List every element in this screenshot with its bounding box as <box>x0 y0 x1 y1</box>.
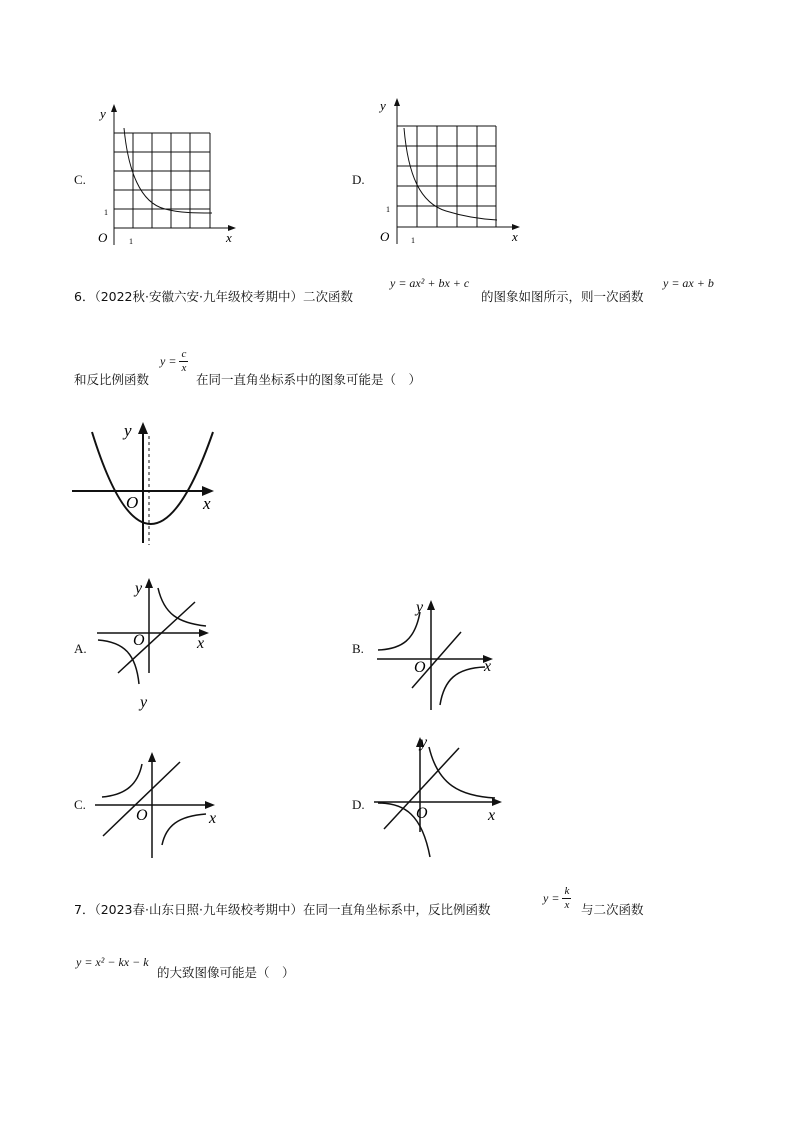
stray-y-label: y <box>140 694 148 711</box>
q6-eq-inverse-num: c <box>181 348 187 360</box>
axis-y-label: y <box>420 734 428 751</box>
origin-label: O <box>133 632 145 649</box>
q6-option-b-label: B. <box>352 641 364 656</box>
q7-eq-inverse-fraction <box>562 886 571 911</box>
axis-y-label: y <box>124 421 132 440</box>
axis-y-label: y <box>416 599 424 616</box>
origin-label: O <box>416 805 428 822</box>
q7-line2-suffix: 的大致图像可能是（ ） <box>157 965 295 980</box>
axis-y-label: y <box>380 98 386 113</box>
q7-eq-inverse-den: x <box>564 899 570 911</box>
q6-option-d-label: D. <box>352 797 365 812</box>
option-c-label: C. <box>74 172 86 187</box>
axis-x-label: x <box>484 658 492 675</box>
q6-line2-prefix: 和反比例函数 <box>74 372 150 387</box>
origin-label: O <box>126 493 139 512</box>
hyperbola-upper-right <box>429 747 495 798</box>
axis-y-label: y <box>100 106 106 121</box>
q7-eq-quadratic: y = x² − kx − k <box>76 955 149 969</box>
axis-y-label: y <box>135 580 143 597</box>
q6-number: 6． <box>74 289 95 304</box>
q6-eq-linear: y = ax + b <box>663 276 714 290</box>
origin-label: O <box>136 807 148 824</box>
origin-label: O <box>98 230 108 245</box>
q7-eq-inverse-lhs: y = <box>543 891 560 905</box>
q6-source: （2022秋·安徽六安·九年级校考期中）二次函数 <box>94 289 353 304</box>
q7-eq-inverse-num: k <box>564 885 570 897</box>
option-d-label: D. <box>352 172 365 187</box>
q7-source: （2023春·山东日照·九年级校考期中）在同一直角坐标系中，反比例函数 <box>94 902 491 917</box>
q6-mid-text: 的图象如图所示，则一次函数 <box>481 289 644 304</box>
axis-x-label: x <box>197 635 205 652</box>
axis-x-label: x <box>203 494 211 513</box>
tick-x-1: 1 <box>129 237 133 246</box>
q7-number: 7． <box>74 902 95 917</box>
q7-line1 <box>74 900 490 918</box>
tick-y-1: 1 <box>104 208 108 217</box>
x-arrow <box>492 798 502 806</box>
axis-x-label: x <box>488 807 496 824</box>
q6-option-c-label: C. <box>74 797 86 812</box>
axis-x-label: x <box>512 229 518 244</box>
axis-x-label: x <box>226 230 232 245</box>
tick-y-1: 1 <box>386 205 390 214</box>
q6-line2-suffix: 在同一直角坐标系中的图象可能是（ ） <box>196 372 422 387</box>
q6-eq-inverse-lhs: y = <box>160 354 177 368</box>
q7-eq-inverse <box>543 886 571 911</box>
q7-mid-text: 与二次函数 <box>581 902 644 917</box>
origin-label: O <box>380 229 390 244</box>
q6-eq-quadratic: y = ax² + bx + c <box>390 276 470 290</box>
axis-x-label: x <box>209 810 217 827</box>
q6-option-a-label: A. <box>74 641 87 656</box>
q6-eq-inverse-den: x <box>181 362 187 374</box>
tick-x-1: 1 <box>411 236 415 245</box>
origin-label: O <box>414 659 426 676</box>
